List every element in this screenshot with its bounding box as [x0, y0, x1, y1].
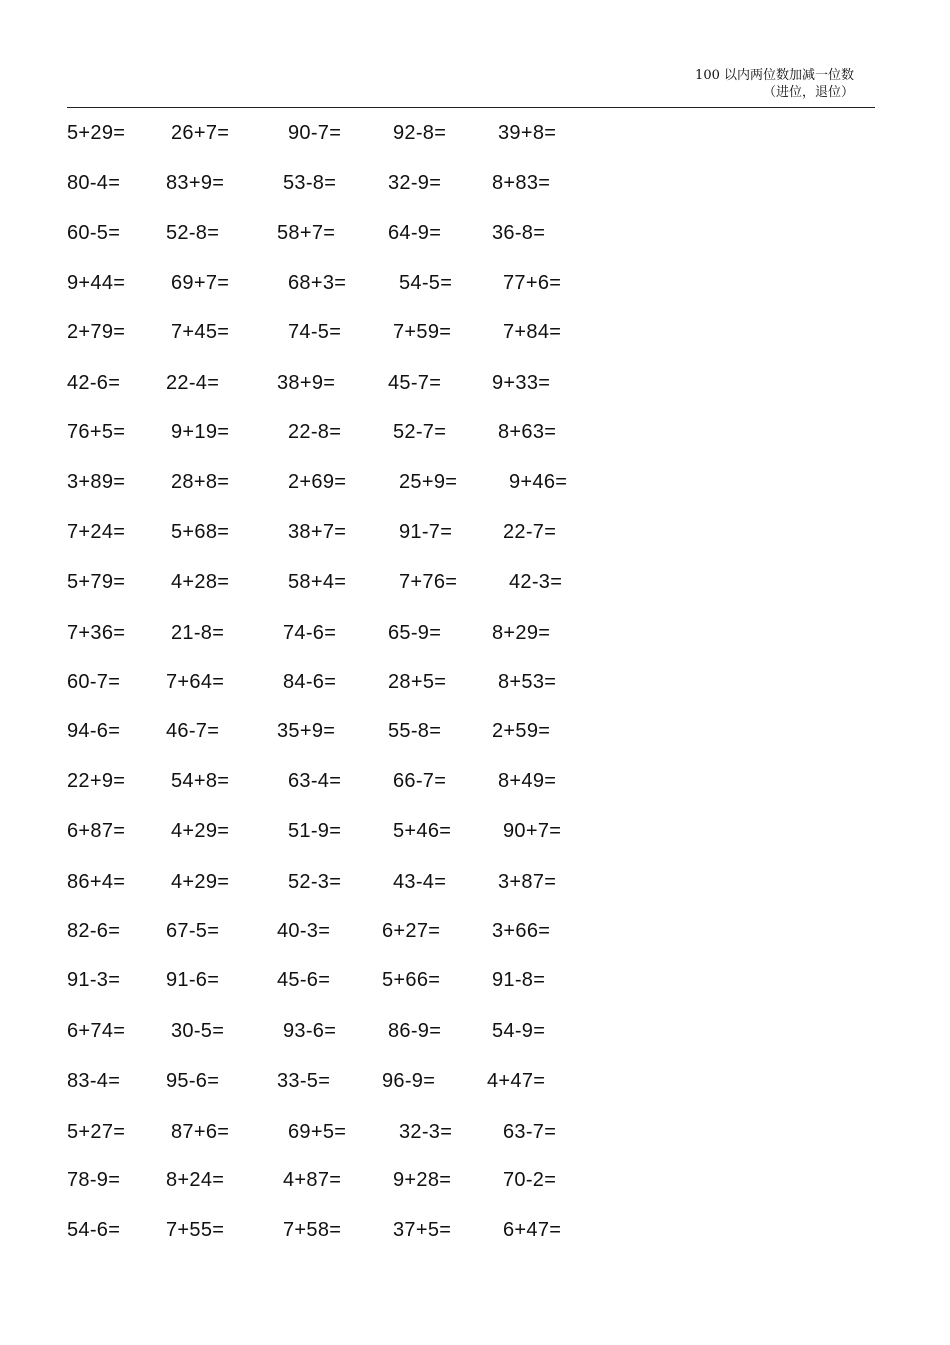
arithmetic-problem: 63-4= — [288, 770, 342, 792]
arithmetic-problem: 36-8= — [492, 222, 546, 244]
arithmetic-problem: 66-7= — [393, 770, 447, 792]
arithmetic-problem: 45-6= — [277, 969, 331, 991]
arithmetic-problem: 8+83= — [492, 172, 551, 194]
arithmetic-problem: 2+69= — [288, 471, 347, 493]
arithmetic-problem: 32-3= — [399, 1121, 453, 1143]
arithmetic-problem: 80-4= — [67, 172, 121, 194]
arithmetic-problem: 40-3= — [277, 920, 331, 942]
arithmetic-problem: 30-5= — [171, 1020, 225, 1042]
arithmetic-problem: 69+5= — [288, 1121, 347, 1143]
arithmetic-problem: 54-5= — [399, 272, 453, 294]
arithmetic-problem: 6+87= — [67, 820, 126, 842]
arithmetic-problem: 90-7= — [288, 122, 342, 144]
arithmetic-problem: 8+53= — [498, 671, 557, 693]
arithmetic-problem: 3+89= — [67, 471, 126, 493]
arithmetic-problem: 37+5= — [393, 1219, 452, 1241]
arithmetic-problem: 25+9= — [399, 471, 458, 493]
arithmetic-problem: 95-6= — [166, 1070, 220, 1092]
arithmetic-problem: 52-8= — [166, 222, 220, 244]
arithmetic-problem: 91-8= — [492, 969, 546, 991]
arithmetic-problem: 7+84= — [503, 321, 562, 343]
arithmetic-problem: 5+46= — [393, 820, 452, 842]
arithmetic-problem: 70-2= — [503, 1169, 557, 1191]
arithmetic-problem: 86-9= — [388, 1020, 442, 1042]
arithmetic-problem: 7+76= — [399, 571, 458, 593]
arithmetic-problem: 51-9= — [288, 820, 342, 842]
arithmetic-problem: 7+64= — [166, 671, 225, 693]
arithmetic-problem: 32-9= — [388, 172, 442, 194]
arithmetic-problem: 4+87= — [283, 1169, 342, 1191]
arithmetic-problem: 60-5= — [67, 222, 121, 244]
arithmetic-problem: 6+27= — [382, 920, 441, 942]
arithmetic-problem: 22-8= — [288, 421, 342, 443]
arithmetic-problem: 4+29= — [171, 820, 230, 842]
arithmetic-problem: 45-7= — [388, 372, 442, 394]
arithmetic-problem: 74-5= — [288, 321, 342, 343]
arithmetic-problem: 54-6= — [67, 1219, 121, 1241]
arithmetic-problem: 22-7= — [503, 521, 557, 543]
arithmetic-problem: 42-3= — [509, 571, 563, 593]
arithmetic-problem: 74-6= — [283, 622, 337, 644]
arithmetic-problem: 26+7= — [171, 122, 230, 144]
arithmetic-problem: 5+66= — [382, 969, 441, 991]
arithmetic-problem: 9+28= — [393, 1169, 452, 1191]
arithmetic-problem: 7+59= — [393, 321, 452, 343]
arithmetic-problem: 60-7= — [67, 671, 121, 693]
arithmetic-problem: 5+29= — [67, 122, 126, 144]
arithmetic-problem: 38+9= — [277, 372, 336, 394]
arithmetic-problem: 90+7= — [503, 820, 562, 842]
arithmetic-problem: 2+79= — [67, 321, 126, 343]
arithmetic-problem: 9+46= — [509, 471, 568, 493]
arithmetic-problem: 46-7= — [166, 720, 220, 742]
arithmetic-problem: 8+49= — [498, 770, 557, 792]
arithmetic-problem: 83+9= — [166, 172, 225, 194]
arithmetic-problem: 86+4= — [67, 871, 126, 893]
arithmetic-problem: 54+8= — [171, 770, 230, 792]
arithmetic-problem: 83-4= — [67, 1070, 121, 1092]
arithmetic-problem: 7+55= — [166, 1219, 225, 1241]
arithmetic-problem: 54-9= — [492, 1020, 546, 1042]
arithmetic-problem: 58+7= — [277, 222, 336, 244]
arithmetic-problem: 9+19= — [171, 421, 230, 443]
arithmetic-problem: 21-8= — [171, 622, 225, 644]
arithmetic-problem: 8+29= — [492, 622, 551, 644]
arithmetic-problem: 8+24= — [166, 1169, 225, 1191]
arithmetic-problem: 35+9= — [277, 720, 336, 742]
arithmetic-problem: 52-3= — [288, 871, 342, 893]
arithmetic-problem: 58+4= — [288, 571, 347, 593]
arithmetic-problem: 92-8= — [393, 122, 447, 144]
arithmetic-problem: 3+66= — [492, 920, 551, 942]
arithmetic-problem: 52-7= — [393, 421, 447, 443]
arithmetic-problem: 78-9= — [67, 1169, 121, 1191]
arithmetic-problem: 82-6= — [67, 920, 121, 942]
arithmetic-problem: 4+28= — [171, 571, 230, 593]
arithmetic-problem: 7+24= — [67, 521, 126, 543]
arithmetic-problem: 22+9= — [67, 770, 126, 792]
arithmetic-problem: 22-4= — [166, 372, 220, 394]
arithmetic-problem: 38+7= — [288, 521, 347, 543]
arithmetic-problem: 4+47= — [487, 1070, 546, 1092]
arithmetic-problem: 9+33= — [492, 372, 551, 394]
arithmetic-problem: 55-8= — [388, 720, 442, 742]
arithmetic-problem: 87+6= — [171, 1121, 230, 1143]
arithmetic-problem: 6+74= — [67, 1020, 126, 1042]
arithmetic-problem: 33-5= — [277, 1070, 331, 1092]
arithmetic-problem: 28+8= — [171, 471, 230, 493]
arithmetic-problem: 8+63= — [498, 421, 557, 443]
arithmetic-problem: 7+58= — [283, 1219, 342, 1241]
arithmetic-problem: 65-9= — [388, 622, 442, 644]
arithmetic-problem: 96-9= — [382, 1070, 436, 1092]
arithmetic-problem: 53-8= — [283, 172, 337, 194]
arithmetic-problem: 68+3= — [288, 272, 347, 294]
arithmetic-problem: 5+68= — [171, 521, 230, 543]
arithmetic-problem: 43-4= — [393, 871, 447, 893]
arithmetic-problem: 67-5= — [166, 920, 220, 942]
arithmetic-problem: 91-6= — [166, 969, 220, 991]
arithmetic-problem: 6+47= — [503, 1219, 562, 1241]
arithmetic-problem: 4+29= — [171, 871, 230, 893]
arithmetic-problem: 76+5= — [67, 421, 126, 443]
arithmetic-problem: 91-3= — [67, 969, 121, 991]
header-title: 100 以内两位数加减一位数 — [695, 68, 854, 83]
header-subtitle: （进位，退位） — [762, 85, 854, 100]
arithmetic-problem: 28+5= — [388, 671, 447, 693]
arithmetic-problem: 94-6= — [67, 720, 121, 742]
arithmetic-problem: 77+6= — [503, 272, 562, 294]
arithmetic-problem: 9+44= — [67, 272, 126, 294]
arithmetic-problem: 5+27= — [67, 1121, 126, 1143]
arithmetic-problem: 64-9= — [388, 222, 442, 244]
arithmetic-problem: 3+87= — [498, 871, 557, 893]
arithmetic-problem: 2+59= — [492, 720, 551, 742]
arithmetic-problem: 93-6= — [283, 1020, 337, 1042]
arithmetic-problem: 7+45= — [171, 321, 230, 343]
arithmetic-problem: 69+7= — [171, 272, 230, 294]
arithmetic-problem: 63-7= — [503, 1121, 557, 1143]
arithmetic-problem: 42-6= — [67, 372, 121, 394]
arithmetic-problem: 91-7= — [399, 521, 453, 543]
arithmetic-problem: 84-6= — [283, 671, 337, 693]
arithmetic-problem: 39+8= — [498, 122, 557, 144]
arithmetic-problem: 5+79= — [67, 571, 126, 593]
arithmetic-problem: 7+36= — [67, 622, 126, 644]
